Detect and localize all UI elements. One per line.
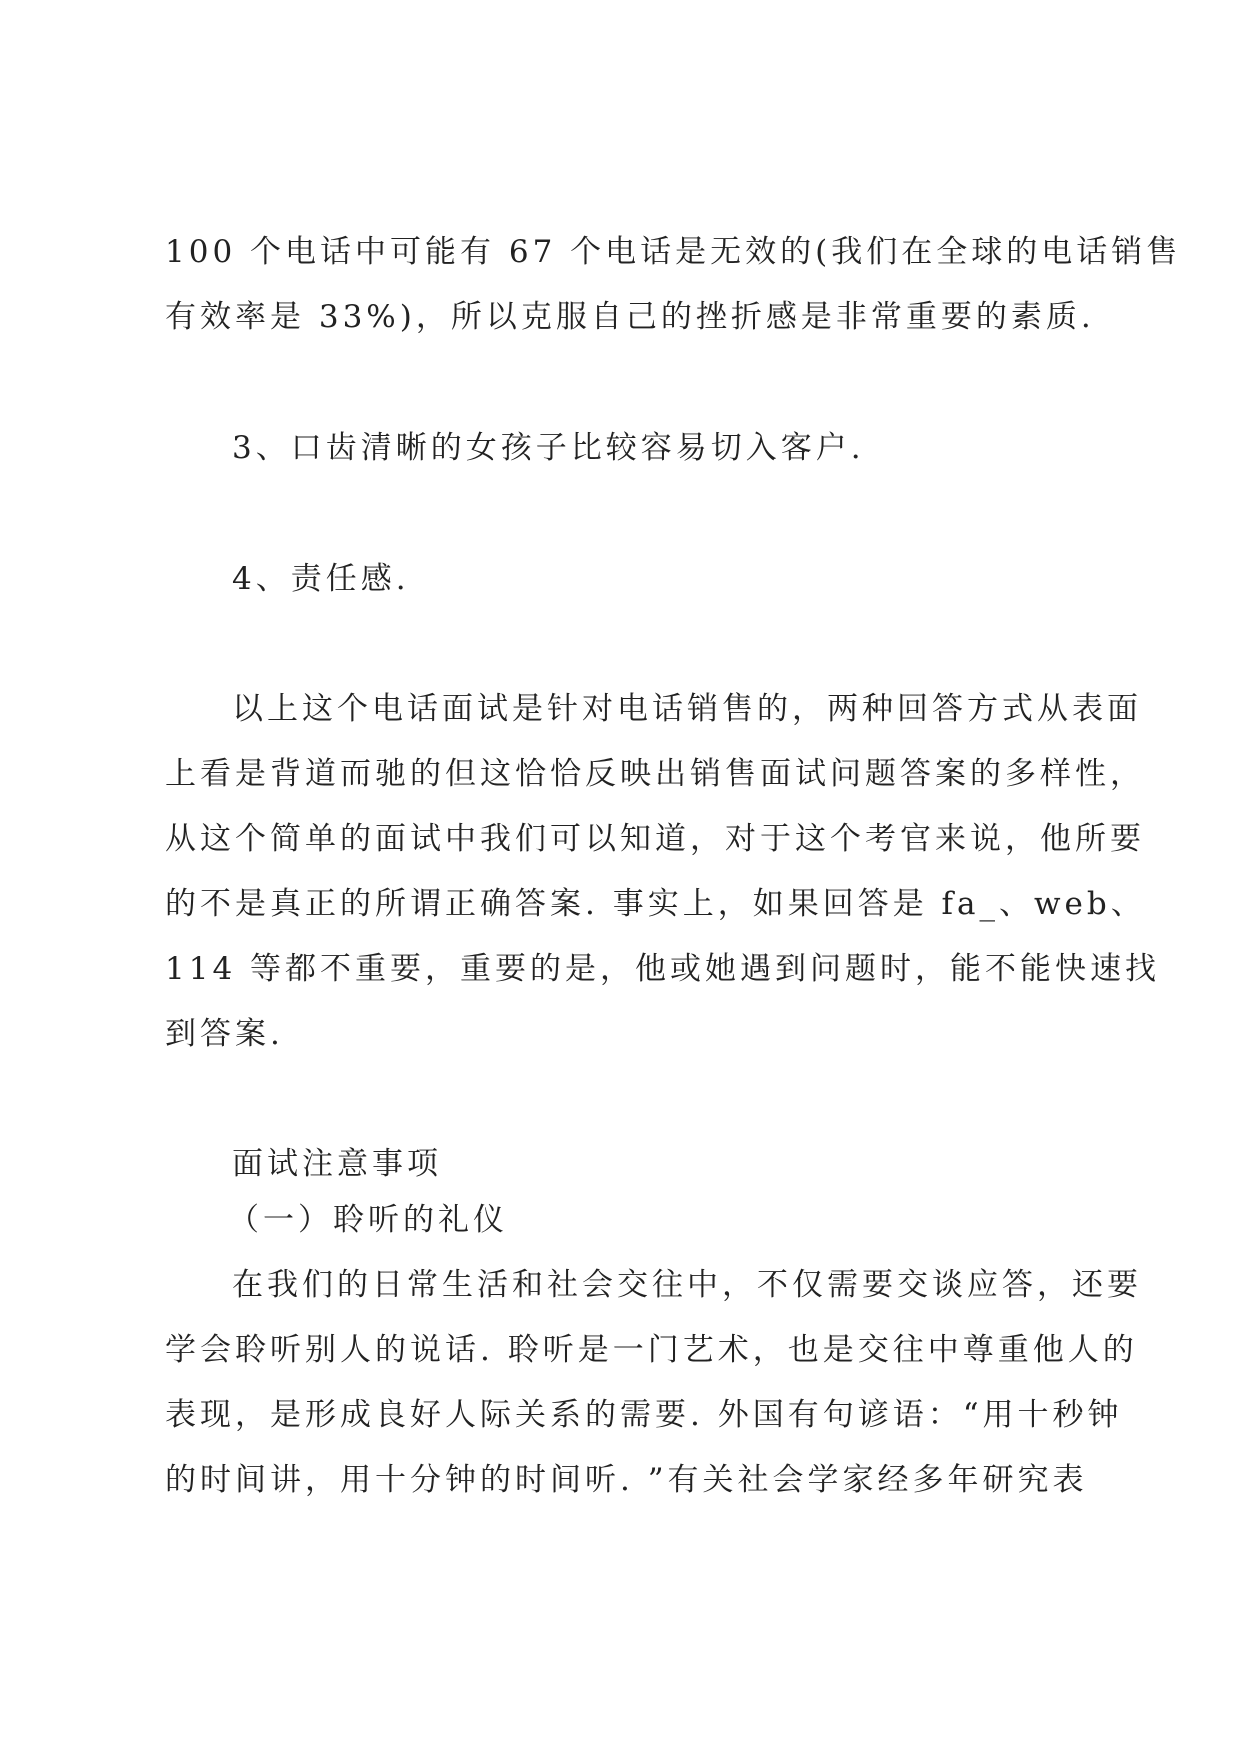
paragraph-line: 学会聆听别人的说话. 聆听是一门艺术，也是交往中尊重他人的 xyxy=(165,1332,1138,1368)
paragraph-line: 上看是背道而驰的但这恰恰反映出销售面试问题答案的多样性， xyxy=(165,756,1145,792)
paragraph-line: 100 个电话中可能有 67 个电话是无效的(我们在全球的电话销售 xyxy=(165,234,1182,270)
paragraph-line: 4、责任感. xyxy=(232,561,410,597)
paragraph-line: 有效率是 33%)，所以克服自己的挫折感是非常重要的素质. xyxy=(165,299,1095,335)
paragraph-line: 的时间讲，用十分钟的时间听. ”有关社会学家经多年研究表 xyxy=(165,1462,1088,1498)
paragraph-line: 114 等都不重要，重要的是，他或她遇到问题时，能不能快速找 xyxy=(165,951,1161,987)
paragraph-line: 的不是真正的所谓正确答案. 事实上，如果回答是 fa_、web、 xyxy=(165,886,1146,922)
subsection-title: （一）聆听的礼仪 xyxy=(228,1202,508,1238)
paragraph-line: 从这个简单的面试中我们可以知道，对于这个考官来说，他所要 xyxy=(165,821,1145,857)
paragraph-line: 在我们的日常生活和社会交往中，不仅需要交谈应答，还要 xyxy=(232,1267,1142,1303)
section-title: 面试注意事项 xyxy=(232,1146,442,1182)
paragraph-line: 以上这个电话面试是针对电话销售的，两种回答方式从表面 xyxy=(232,691,1142,727)
paragraph-line: 3、口齿清晰的女孩子比较容易切入客户. xyxy=(232,430,865,466)
paragraph-line: 表现，是形成良好人际关系的需要. 外国有句谚语：“用十秒钟 xyxy=(165,1397,1123,1433)
paragraph-line: 到答案. xyxy=(165,1016,284,1052)
